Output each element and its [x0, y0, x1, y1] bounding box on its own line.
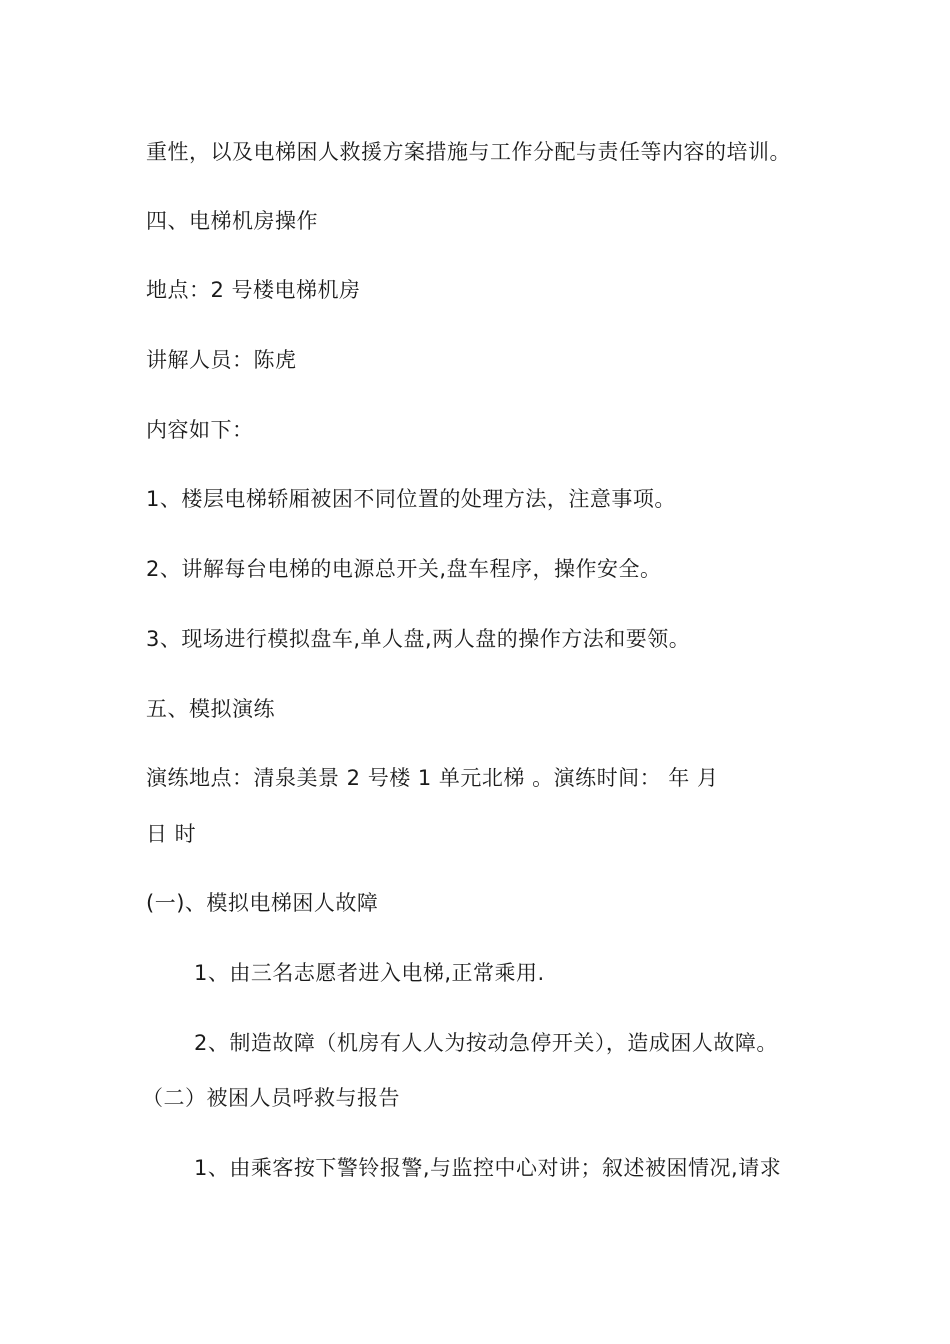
section-heading-elevator-room: 四、电梯机房操作	[146, 209, 318, 233]
drill-location-time-line: 演练地点：清泉美景 2 号楼 1 单元北梯 。演练时间： 年 月	[146, 766, 719, 790]
paragraph-training-content: 重性，以及电梯困人救援方案措施与工作分配与责任等内容的培训。	[146, 140, 791, 164]
list-item-1: 1、楼层电梯轿厢被困不同位置的处理方法，注意事项。	[146, 487, 676, 511]
help-step-1: 1、由乘客按下警铃报警,与监控中心对讲；叙述被困情况,请求	[194, 1156, 782, 1180]
subsection-heading-call-for-help: （二）被困人员呼救与报告	[142, 1086, 400, 1110]
section-heading-drill: 五、模拟演练	[146, 697, 275, 721]
drill-time-continuation: 日 时	[146, 822, 197, 846]
content-label: 内容如下：	[146, 418, 254, 442]
presenter-line: 讲解人员：陈虎	[146, 348, 297, 372]
location-line: 地点：2 号楼电梯机房	[146, 278, 361, 302]
list-item-3: 3、现场进行模拟盘车,单人盘,两人盘的操作方法和要领。	[146, 627, 691, 651]
subsection-heading-fault: (一)、模拟电梯困人故障	[146, 891, 379, 915]
fault-step-1: 1、由三名志愿者进入电梯,正常乘用.	[194, 961, 545, 985]
list-item-2: 2、讲解每台电梯的电源总开关,盘车程序，操作安全。	[146, 557, 662, 581]
fault-step-2: 2、制造故障（机房有人人为按动急停开关），造成困人故障。	[194, 1031, 778, 1055]
